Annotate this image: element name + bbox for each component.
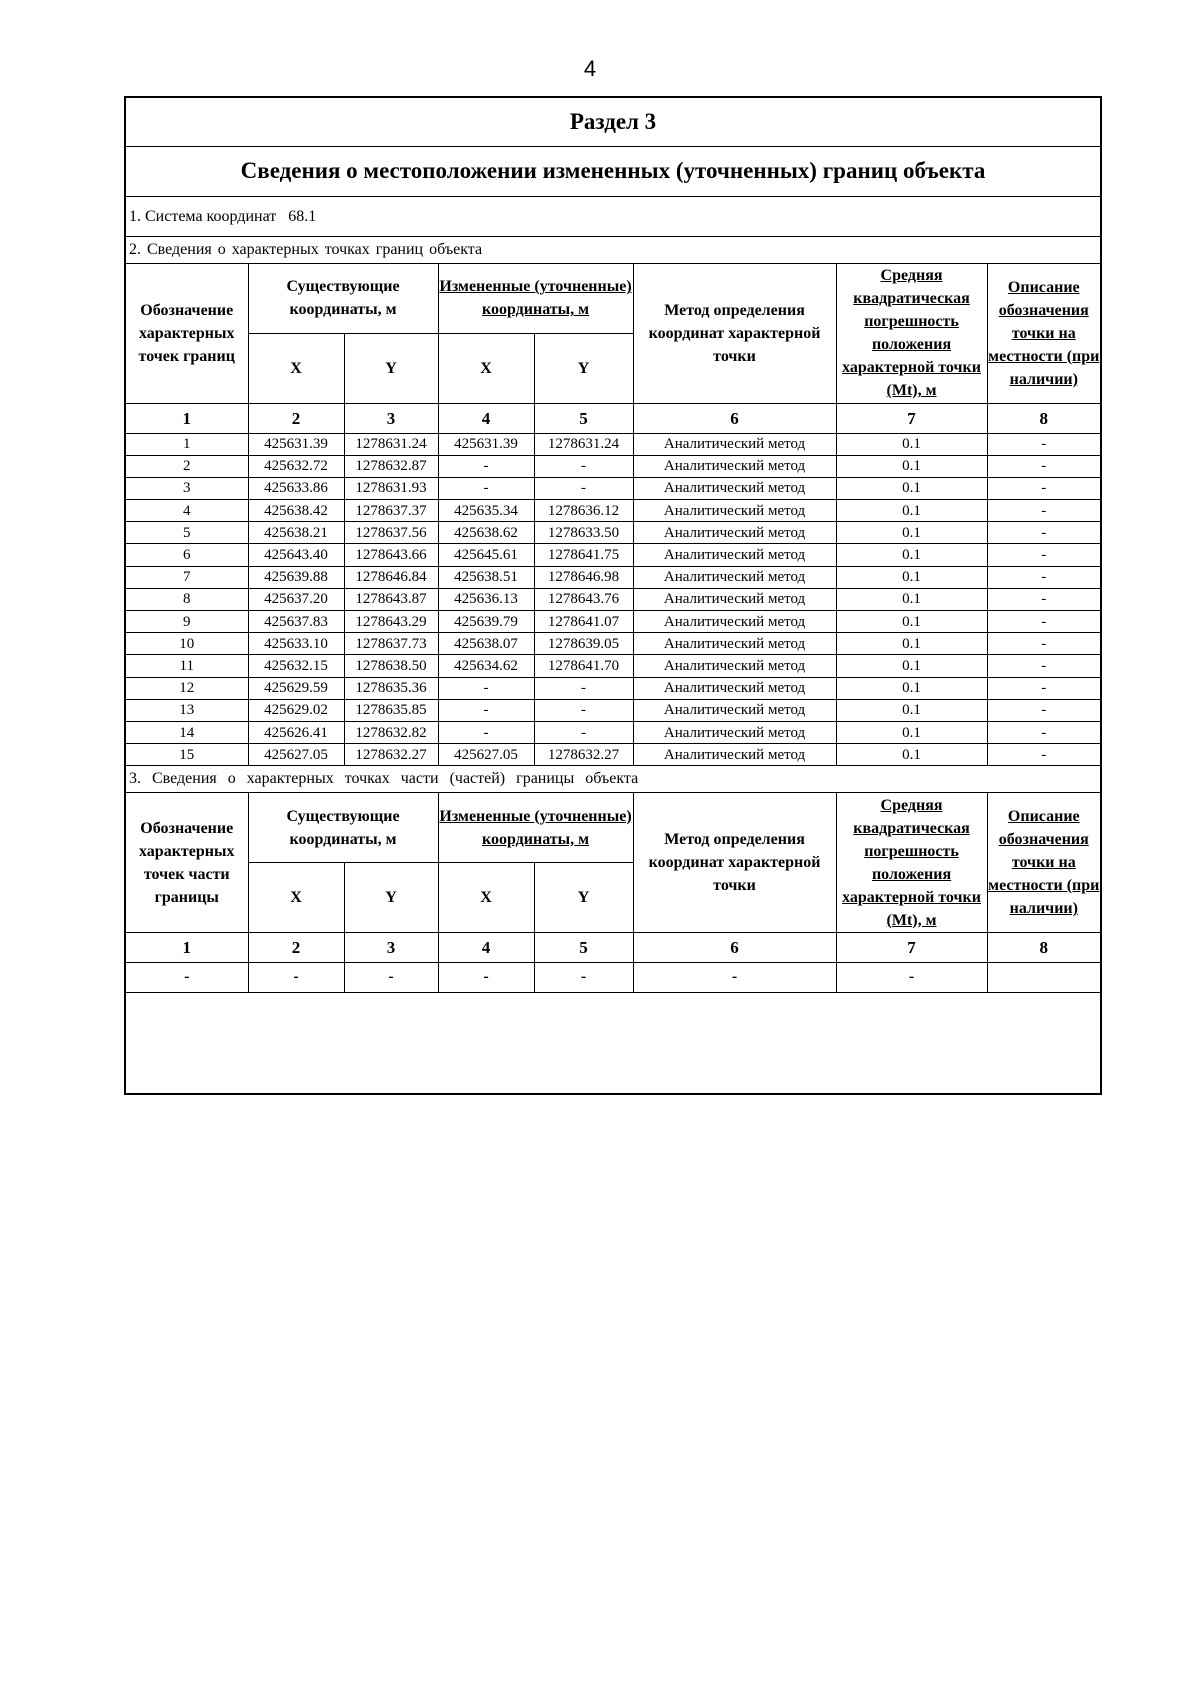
table-cell: 1278637.73 <box>344 633 438 655</box>
part-header-existing: Существующие координаты, м <box>248 793 438 862</box>
column-number: 7 <box>836 403 987 433</box>
table-cell: - <box>987 588 1100 610</box>
table-cell: 1278638.50 <box>344 655 438 677</box>
part-column-number-row <box>126 932 1100 962</box>
table-cell: 1278632.87 <box>344 455 438 477</box>
table-row <box>126 633 1100 655</box>
section-3-form <box>124 96 1102 1095</box>
part-points-body <box>126 962 1100 992</box>
header-description <box>987 264 1100 403</box>
coordinate-system-line <box>126 197 1100 237</box>
table-cell: 425638.07 <box>438 633 534 655</box>
table-cell: 0.1 <box>836 477 987 499</box>
table-cell: 1 <box>126 433 248 455</box>
table-cell: 1278632.27 <box>344 744 438 766</box>
table-cell: 1278643.29 <box>344 611 438 633</box>
part-header-method: Метод определения координат характерной точки <box>633 793 836 932</box>
table-cell: 425626.41 <box>248 721 344 743</box>
table-cell: 425627.05 <box>438 744 534 766</box>
table-cell: 425631.39 <box>438 433 534 455</box>
table-cell: Аналитический метод <box>633 477 836 499</box>
header-method: Метод определения координат характерной точки <box>633 264 836 403</box>
table-cell: 1278641.70 <box>534 655 633 677</box>
table-row <box>126 433 1100 455</box>
column-number: 8 <box>987 932 1100 962</box>
table-row <box>126 721 1100 743</box>
table-cell: - <box>534 721 633 743</box>
table-cell: 1278641.07 <box>534 611 633 633</box>
part-header-designation: Обозначение характерных точек части границы <box>126 793 248 932</box>
table-cell: 7 <box>126 566 248 588</box>
column-number: 3 <box>344 932 438 962</box>
table-cell: - <box>987 611 1100 633</box>
table-cell: 425639.79 <box>438 611 534 633</box>
table-cell: 1278631.24 <box>344 433 438 455</box>
table-cell: Аналитический метод <box>633 544 836 566</box>
table-cell: Аналитический метод <box>633 699 836 721</box>
table-cell: - <box>987 522 1100 544</box>
table-cell: 425645.61 <box>438 544 534 566</box>
table-cell: 15 <box>126 744 248 766</box>
table-cell: 0.1 <box>836 744 987 766</box>
column-number: 4 <box>438 932 534 962</box>
table-cell: 1278631.93 <box>344 477 438 499</box>
table-cell: - <box>987 500 1100 522</box>
table-cell: - <box>248 962 344 992</box>
part-header-description <box>987 793 1100 932</box>
table-cell: 0.1 <box>836 522 987 544</box>
table-row <box>126 500 1100 522</box>
table-cell: 0.1 <box>836 633 987 655</box>
table-cell: 425637.20 <box>248 588 344 610</box>
column-number: 5 <box>534 403 633 433</box>
part-header-error-text: Средняя квадратическая погрешность положения характерной точки (Mt), м <box>842 796 981 929</box>
table-row <box>126 477 1100 499</box>
header-error <box>836 264 987 403</box>
table-cell: - <box>534 477 633 499</box>
table-cell: 425632.72 <box>248 455 344 477</box>
boundary-points-body <box>126 433 1100 766</box>
boundary-points-caption: 2. Сведения о характерных точках границ объекта <box>126 237 1100 264</box>
blank-area <box>126 993 1100 1097</box>
table-cell: Аналитический метод <box>633 522 836 544</box>
table-cell: - <box>534 699 633 721</box>
column-number: 4 <box>438 403 534 433</box>
table-cell: - <box>987 655 1100 677</box>
table-cell: 425638.51 <box>438 566 534 588</box>
table-cell: - <box>438 962 534 992</box>
part-points-table <box>126 793 1100 993</box>
table-cell: 0.1 <box>836 699 987 721</box>
table-cell: 13 <box>126 699 248 721</box>
table-cell: 425633.10 <box>248 633 344 655</box>
column-number: 1 <box>126 932 248 962</box>
table-cell: - <box>438 455 534 477</box>
table-cell: - <box>534 677 633 699</box>
table-cell: - <box>633 962 836 992</box>
table-cell: - <box>987 677 1100 699</box>
table-row <box>126 588 1100 610</box>
header-changed-y: Y <box>534 333 633 403</box>
table-cell: Аналитический метод <box>633 500 836 522</box>
table-cell: 1278639.05 <box>534 633 633 655</box>
table-cell: 425639.88 <box>248 566 344 588</box>
table-cell: - <box>987 744 1100 766</box>
table-cell: 425633.86 <box>248 477 344 499</box>
table-row <box>126 962 1100 992</box>
part-header-changed-text: Измененные (уточненные) координаты, м <box>439 807 632 848</box>
header-changed-text: Измененные (уточненные) координаты, м <box>439 278 632 319</box>
table-row <box>126 544 1100 566</box>
table-cell: 2 <box>126 455 248 477</box>
header-error-text: Средняя квадратическая погрешность положения характерной точки (Mt), м <box>842 267 981 400</box>
table-cell: 425634.62 <box>438 655 534 677</box>
table-cell: 1278635.85 <box>344 699 438 721</box>
table-cell: 1278633.50 <box>534 522 633 544</box>
table-cell: - <box>438 699 534 721</box>
table-cell: 1278641.75 <box>534 544 633 566</box>
table-cell: 14 <box>126 721 248 743</box>
table-cell: - <box>534 455 633 477</box>
table-row <box>126 699 1100 721</box>
table-cell: Аналитический метод <box>633 744 836 766</box>
part-header-changed <box>438 793 633 862</box>
table-cell: 425637.83 <box>248 611 344 633</box>
header-description-text: Описание обозначения точки на местности (при наличии) <box>988 278 1100 388</box>
part-header-existing-x: X <box>248 862 344 932</box>
column-number: 3 <box>344 403 438 433</box>
table-cell: 8 <box>126 588 248 610</box>
table-cell: 0.1 <box>836 500 987 522</box>
column-number: 1 <box>126 403 248 433</box>
table-row <box>126 744 1100 766</box>
table-cell: - <box>126 962 248 992</box>
table-cell: 425629.02 <box>248 699 344 721</box>
table-row <box>126 566 1100 588</box>
table-cell: Аналитический метод <box>633 677 836 699</box>
table-cell: - <box>344 962 438 992</box>
table-cell: 1278637.56 <box>344 522 438 544</box>
table-cell: 3 <box>126 477 248 499</box>
section-title: Раздел 3 <box>126 98 1100 147</box>
table-cell: - <box>534 962 633 992</box>
table-cell: - <box>987 433 1100 455</box>
boundary-points-table <box>126 264 1100 766</box>
table-cell: 425629.59 <box>248 677 344 699</box>
table-cell: 0.1 <box>836 721 987 743</box>
table-cell: Аналитический метод <box>633 721 836 743</box>
table-cell: 1278632.82 <box>344 721 438 743</box>
table-cell: 1278631.24 <box>534 433 633 455</box>
table-cell: 425638.42 <box>248 500 344 522</box>
table-row <box>126 677 1100 699</box>
table-cell: 0.1 <box>836 566 987 588</box>
table-cell: 10 <box>126 633 248 655</box>
table-cell: 425638.62 <box>438 522 534 544</box>
table-cell: 1278643.66 <box>344 544 438 566</box>
column-number: 6 <box>633 403 836 433</box>
table-cell: 1278646.84 <box>344 566 438 588</box>
table-cell: 5 <box>126 522 248 544</box>
column-number-row <box>126 403 1100 433</box>
table-cell: 6 <box>126 544 248 566</box>
table-cell: - <box>987 566 1100 588</box>
table-cell: 4 <box>126 500 248 522</box>
table-cell: 0.1 <box>836 588 987 610</box>
coordinate-system-value: 68.1 <box>288 208 317 225</box>
table-cell: 425632.15 <box>248 655 344 677</box>
table-cell: 1278635.36 <box>344 677 438 699</box>
table-row <box>126 611 1100 633</box>
header-existing-x: X <box>248 333 344 403</box>
column-number: 7 <box>836 932 987 962</box>
part-header-changed-y: Y <box>534 862 633 932</box>
table-cell: - <box>836 962 987 992</box>
table-cell: Аналитический метод <box>633 633 836 655</box>
table-cell: - <box>987 477 1100 499</box>
table-cell: 0.1 <box>836 433 987 455</box>
header-changed <box>438 264 633 333</box>
table-cell: 425643.40 <box>248 544 344 566</box>
table-cell: 1278637.37 <box>344 500 438 522</box>
table-cell: - <box>987 721 1100 743</box>
table-cell: 9 <box>126 611 248 633</box>
table-cell: Аналитический метод <box>633 566 836 588</box>
table-cell: 11 <box>126 655 248 677</box>
part-header-description-text: Описание обозначения точки на местности (при наличии) <box>988 808 1100 918</box>
header-existing: Существующие координаты, м <box>248 264 438 333</box>
table-cell: 1278643.76 <box>534 588 633 610</box>
header-changed-x: X <box>438 333 534 403</box>
table-row <box>126 455 1100 477</box>
table-cell: 425635.34 <box>438 500 534 522</box>
header-existing-y: Y <box>344 333 438 403</box>
column-number: 6 <box>633 932 836 962</box>
table-cell: 1278632.27 <box>534 744 633 766</box>
table-cell: Аналитический метод <box>633 611 836 633</box>
table-cell: 12 <box>126 677 248 699</box>
column-number: 5 <box>534 932 633 962</box>
table-cell: 1278646.98 <box>534 566 633 588</box>
column-number: 2 <box>248 403 344 433</box>
table-cell: Аналитический метод <box>633 588 836 610</box>
table-cell: - <box>987 633 1100 655</box>
table-cell: 425627.05 <box>248 744 344 766</box>
part-header-changed-x: X <box>438 862 534 932</box>
table-cell: - <box>438 477 534 499</box>
section-subtitle: Сведения о местоположении измененных (уточненных) границ объекта <box>126 147 1100 197</box>
part-header-existing-y: Y <box>344 862 438 932</box>
page-number: 4 <box>583 56 597 81</box>
table-cell: - <box>987 699 1100 721</box>
table-cell: - <box>438 677 534 699</box>
table-cell: 1278636.12 <box>534 500 633 522</box>
header-designation: Обозначение характерных точек границ <box>126 264 248 403</box>
table-cell: - <box>987 544 1100 566</box>
column-number: 2 <box>248 932 344 962</box>
table-cell: - <box>987 455 1100 477</box>
table-cell: 0.1 <box>836 544 987 566</box>
table-row <box>126 655 1100 677</box>
table-cell: - <box>438 721 534 743</box>
table-cell: 0.1 <box>836 611 987 633</box>
table-cell: Аналитический метод <box>633 455 836 477</box>
column-number: 8 <box>987 403 1100 433</box>
table-cell: 0.1 <box>836 677 987 699</box>
table-cell: 0.1 <box>836 655 987 677</box>
table-cell: 425631.39 <box>248 433 344 455</box>
part-header-error <box>836 793 987 932</box>
coordinate-system-label: 1. Система координат <box>129 208 277 225</box>
part-points-caption: 3. Сведения о характерных точках части (частей) границы объекта <box>126 766 1100 793</box>
table-cell: Аналитический метод <box>633 433 836 455</box>
table-cell: 0.1 <box>836 455 987 477</box>
table-cell: 1278643.87 <box>344 588 438 610</box>
table-row <box>126 522 1100 544</box>
table-cell: Аналитический метод <box>633 655 836 677</box>
table-cell: 425638.21 <box>248 522 344 544</box>
table-cell: 425636.13 <box>438 588 534 610</box>
table-cell <box>987 962 1100 992</box>
